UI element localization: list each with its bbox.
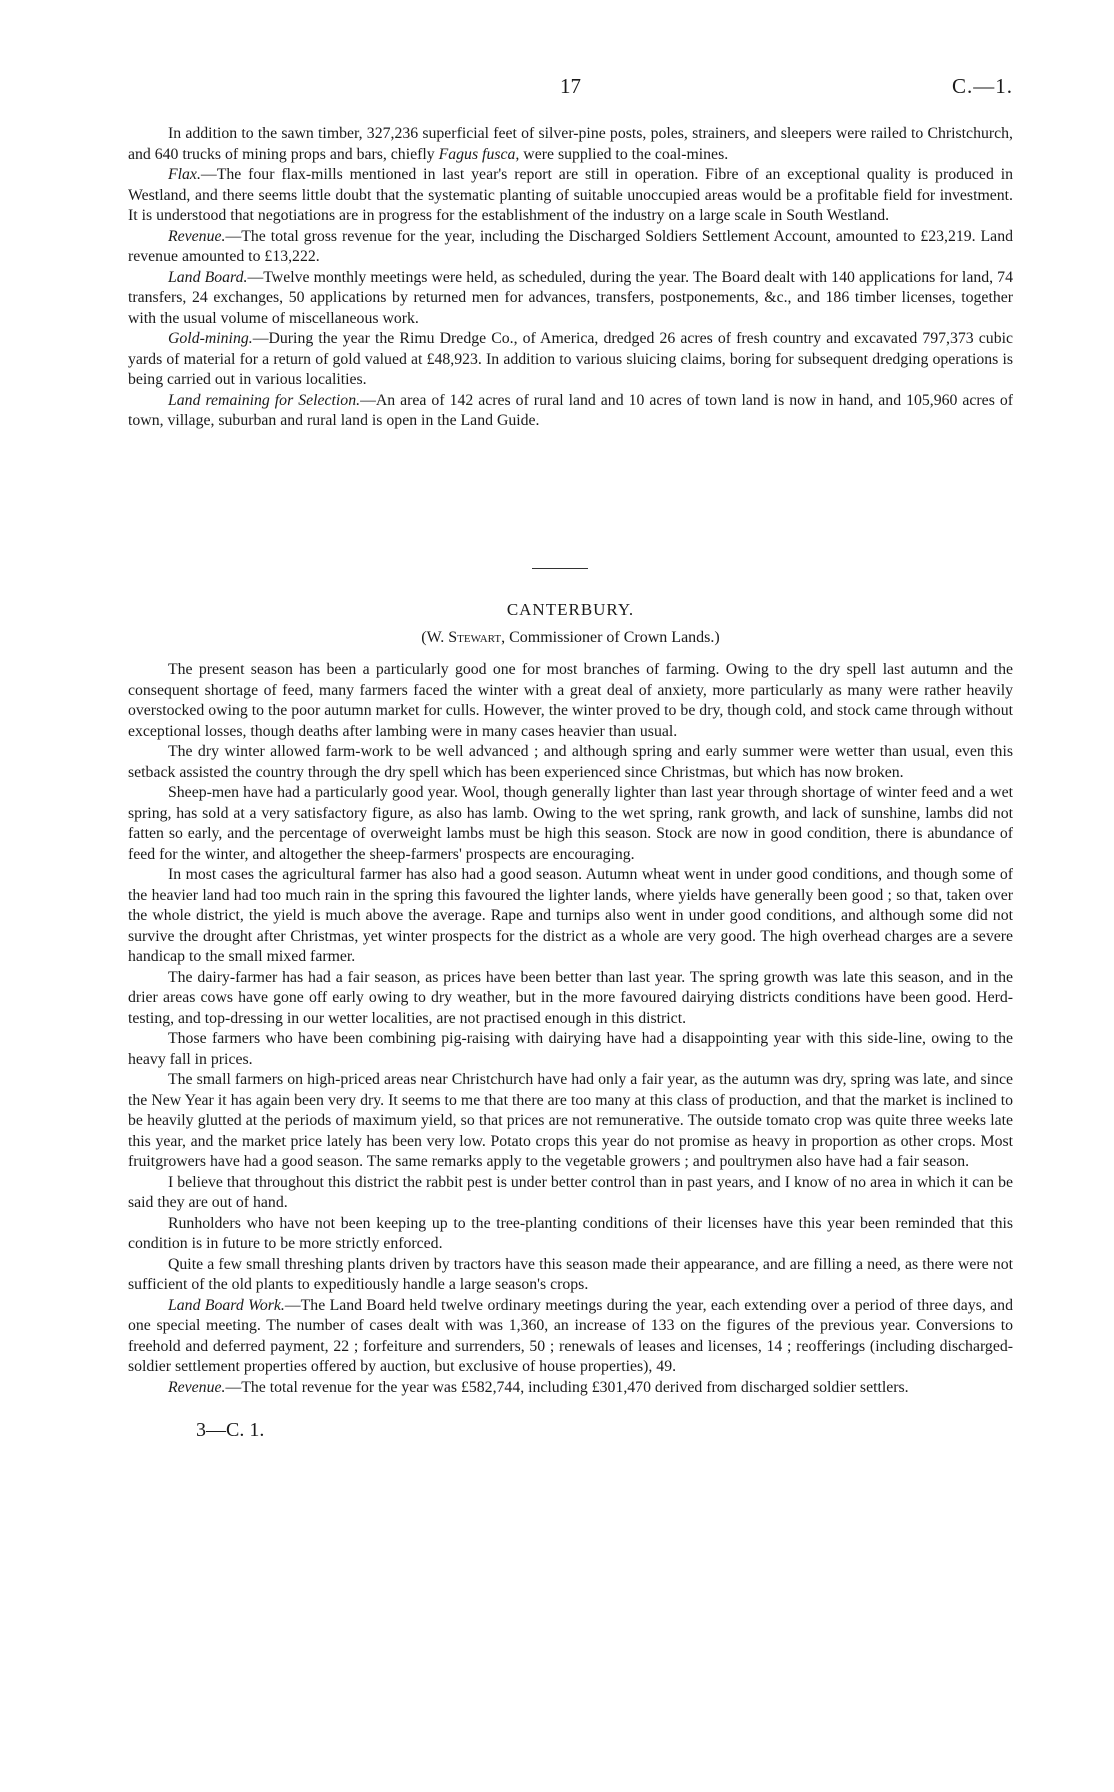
paragraph: I believe that throughout this district the rabbit pest is under better control than in past years, and I know of no area in which it can be said they are out of hand.	[128, 1173, 1013, 1211]
paragraph: Land Board Work.—The Land Board held twelve ordinary meetings during the year, each extending over a period of three days, and one special meeting. The number of cases dealt with was 1,360, an increase of 133 on the figures of the previous year. Conversions to freehold and deferred payment, 22 ; forfeiture and surrenders, 50 ; renewals of leases and licenses, 14 ; reofferings (including discharged-soldier settlement properties offered by auction, but exclusive of house properties), 49.	[128, 1296, 1013, 1375]
document-reference: C.—1.	[951, 74, 1013, 98]
paragraph: In addition to the sawn timber, 327,236 superficial feet of silver-pine posts, poles, strainers, and sleepers were railed to Christchurch, and 640 trucks of mining props and bars, chiefly Fagus fusca, were supplied to the coal-mines.	[128, 125, 1013, 163]
paragraph: Sheep-men have had a particularly good year. Wool, though generally lighter than last year through shortage of winter feed and a wet spring, has sold at a very satisfactory figure, as also has lamb. Owing to the wet spring, rank growth, and lack of sunshine, lambs did not fatten so early, and the percentage of overweight lambs must be high this season. Stock are now in good condition, there is abundance of feed for the winter, and altogether the sheep-farmers' prospects are encouraging.	[128, 784, 1013, 863]
paragraph-lead: Land Board.	[168, 268, 248, 286]
paragraph: Flax.—The four flax-mills mentioned in last year's report are still in operation. Fibre of an exceptional quality is produced in Westland, and there seems little doubt that the systematic planting of suitable unoccupied areas would be a profitable field for investment. It is understood that negotiations are in progress for the establishment of the industry on a large scale in South Westland.	[128, 166, 1013, 224]
paragraph-lead: Flax.	[168, 166, 201, 183]
paragraph-lead: Land Board Work.	[168, 1296, 285, 1314]
paragraph-lead: Revenue.	[168, 227, 226, 245]
paragraph: The dry winter allowed farm-work to be well advanced ; and although spring and early summer were wetter than usual, even this setback assisted the country through the dry spell which has been experienced since Christmas, but which has now broken.	[128, 743, 1013, 781]
paragraph: Those farmers who have been combining pig-raising with dairying have had a disappointing year with this side-line, owing to the heavy fall in prices.	[128, 1030, 1013, 1068]
paragraph: The small farmers on high-priced areas near Christchurch have had only a fair year, as the autumn was dry, spring was late, and since the New Year it has again been very dry. It seems to me that there are too many at this class of production, and that the market is inclined to be heavily glutted at the periods of maximum yield, so that prices are not remunerative. The outside tomato crop was quite three weeks late this year, and the market price lately has been very low. Potato crops this year do not promise as heavy in proportion as other crops. Most fruitgrowers have had a good season. The same remarks apply to the vegetable growers ; and poultrymen also have had a fair season.	[128, 1071, 1013, 1170]
paragraph: Land remaining for Selection.—An area of 142 acres of rural land and 10 acres of town land is now in hand, and 105,960 acres of town, village, suburban and rural land is open in the Land Guide.	[128, 391, 1013, 429]
westland-continuation	[128, 124, 1013, 432]
paragraph: Gold-mining.—During the year the Rimu Dredge Co., of America, dredged 26 acres of fresh country and excavated 797,373 cubic yards of material for a return of gold valued at £48,923. In addition to various sluicing claims, boring for subsequent dredging operations is being carried out in various localities.	[128, 330, 1013, 388]
paragraph-lead: Gold-mining.	[168, 330, 253, 347]
footer-reference: 3—C. 1.	[196, 1419, 265, 1441]
paragraph: Land Board.—Twelve monthly meetings were held, as scheduled, during the year. The Board dealt with 140 applications for land, 74 transfers, 24 exchanges, 50 applications by returned men for advances, transfers, postponements, &c., and 186 timber licenses, together with the usual volume of miscellaneous work.	[128, 268, 1013, 327]
section-divider	[532, 568, 588, 569]
page-header	[128, 74, 1013, 104]
paragraph: Quite a few small threshing plants driven by tractors have this season made their appearance, and are filling a need, as there were not sufficient of the old plants to expeditiously handle a large season's crops.	[128, 1255, 1013, 1293]
page-number: 17	[560, 74, 581, 98]
paragraph-lead: Revenue.	[168, 1378, 226, 1396]
paragraph-lead: Land remaining for Selection.	[168, 391, 361, 409]
section-subheading: (W. Stewart, Commissioner of Crown Lands.)	[421, 629, 720, 646]
paragraph: Runholders who have not been keeping up to the tree-planting conditions of their licenses have this year been reminded that this condition is in future to be more strictly enforced.	[128, 1214, 1013, 1252]
paragraph: The present season has been a particularly good one for most branches of farming. Owing to the dry spell last autumn and the consequent shortage of feed, many farmers faced the winter with a great deal of anxiety, more particularly as many were rather heavily overstocked owing to the poor autumn market for culls. However, the winter proved to be dry, though cold, and stock came through without exceptional losses, though deaths after lambing were in many cases heavier than usual.	[128, 661, 1013, 740]
paragraph: In most cases the agricultural farmer has also had a good season. Autumn wheat went in under good conditions, and though some of the heavier land had too much rain in the spring this favoured the lighter lands, where yields have generally been good ; so that, taken over the whole district, the yield is much above the average. Rape and turnips also went in under good conditions, and although some did not survive the drought after Christmas, yet winter prospects for the district as a whole are very good. The high overhead charges are a severe handicap to the small mixed farmer.	[128, 866, 1013, 965]
paragraph: Revenue.—The total revenue for the year was £582,744, including £301,470 derived from discharged soldier settlers.	[168, 1378, 909, 1396]
paragraph: Revenue.—The total gross revenue for the year, including the Discharged Soldiers Settlement Account, amounted to £23,219. Land revenue amounted to £13,222.	[128, 227, 1013, 265]
section-heading: CANTERBURY.	[506, 600, 635, 619]
canterbury-report	[128, 660, 1013, 1441]
paragraph: The dairy-farmer has had a fair season, as prices have been better than last year. The spring growth was late this season, and in the drier areas cows have gone off early owing to dry weather, but in the more favoured dairying districts conditions have been good. Herd-testing, and top-dressing in our wetter localities, are not practised enough in this district.	[128, 968, 1013, 1027]
